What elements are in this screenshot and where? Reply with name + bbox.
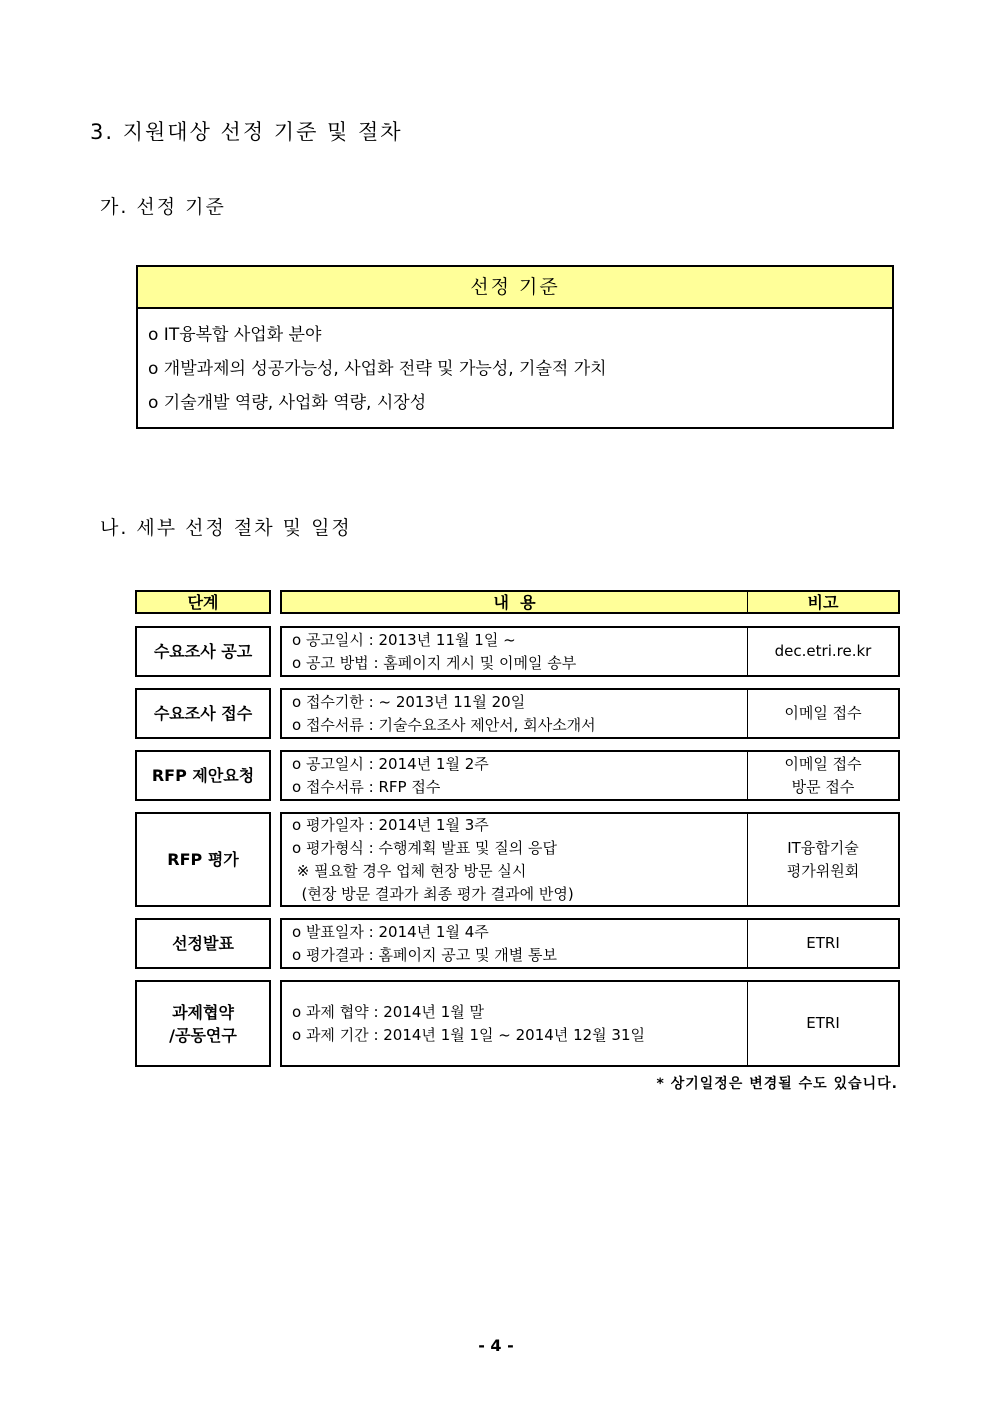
- row-note: [748, 690, 898, 737]
- content-line: o 공고 방법 : 홈페이지 게시 및 이메일 송부: [292, 653, 577, 672]
- step-label: 선정발표: [135, 918, 271, 969]
- criteria-item: o 기술개발 역량, 사업화 역량, 시장성: [148, 393, 427, 413]
- table-row: [280, 750, 900, 801]
- note-line: 이메일 접수: [784, 704, 862, 722]
- note-line: ETRI: [806, 934, 840, 952]
- header-step: 단계: [135, 590, 271, 614]
- note-line: IT융합기술: [787, 838, 859, 857]
- note-line: 이메일 접수: [784, 754, 862, 773]
- step-label: RFP 평가: [135, 812, 271, 907]
- row-content: [282, 920, 748, 967]
- row-content: [282, 982, 748, 1065]
- page-number: - 4 -: [478, 1336, 514, 1355]
- note-line: 평가위원회: [786, 861, 860, 880]
- table-row: [280, 918, 900, 969]
- criteria-list: [138, 309, 892, 420]
- criteria-item: o IT융복합 사업화 분야: [148, 325, 322, 345]
- header-content-group: [280, 590, 900, 614]
- schedule-footnote: * 상기일정은 변경될 수도 있습니다.: [656, 1076, 898, 1092]
- note-line: ETRI: [806, 1014, 840, 1032]
- procedure-subheading: 나. 세부 선정 절차 및 일정: [100, 517, 352, 539]
- content-line: o 공고일시 : 2014년 1월 2주: [292, 754, 489, 773]
- content-line: o 평가형식 : 수행계획 발표 및 질의 응답: [292, 838, 557, 857]
- note-line: 방문 접수: [791, 777, 855, 796]
- table-row: [280, 812, 900, 907]
- content-line: (현장 방문 결과가 최종 평가 결과에 반영): [292, 884, 574, 903]
- header-note: 비고: [807, 593, 839, 612]
- content-line: o 과제 기간 : 2014년 1월 1일 ~ 2014년 12월 31일: [292, 1025, 645, 1044]
- content-line: o 접수서류 : RFP 접수: [292, 777, 441, 796]
- section-title: 3. 지원대상 선정 기준 및 절차: [90, 120, 403, 144]
- step-label: 수요조사 접수: [135, 688, 271, 739]
- content-line: o 접수기한 : ~ 2013년 11월 20일: [292, 692, 526, 711]
- criteria-box-title: 선정 기준: [138, 267, 892, 309]
- row-content: [282, 690, 748, 737]
- row-note: [748, 752, 898, 799]
- criteria-box: [136, 265, 894, 429]
- row-content: [282, 814, 748, 905]
- content-line: o 공고일시 : 2013년 11월 1일 ~: [292, 630, 516, 649]
- step-label: 과제협약 /공동연구: [135, 980, 271, 1067]
- step-label: 수요조사 공고: [135, 626, 271, 677]
- row-content: [282, 752, 748, 799]
- table-row: [280, 688, 900, 739]
- content-line: ※ 필요할 경우 업체 현장 방문 실시: [292, 861, 527, 880]
- content-line: o 과제 협약 : 2014년 1월 말: [292, 1002, 484, 1021]
- row-note: [748, 920, 898, 967]
- criteria-item: o 개발과제의 성공가능성, 사업화 전략 및 가능성, 기술적 가치: [148, 359, 607, 379]
- table-row: [280, 626, 900, 677]
- row-note: [748, 814, 898, 905]
- content-line: o 평가일자 : 2014년 1월 3주: [292, 815, 489, 834]
- row-note: [748, 982, 898, 1065]
- criteria-subheading: 가. 선정 기준: [100, 196, 226, 218]
- note-line: dec.etri.re.kr: [774, 642, 872, 660]
- content-line: o 평가결과 : 홈페이지 공고 및 개별 통보: [292, 945, 557, 964]
- row-note: [748, 628, 898, 675]
- header-content: 내 용: [282, 592, 748, 612]
- table-row: [280, 980, 900, 1067]
- content-line: o 접수서류 : 기술수요조사 제안서, 회사소개서: [292, 715, 596, 734]
- row-content: [282, 628, 748, 675]
- content-line: o 발표일자 : 2014년 1월 4주: [292, 922, 489, 941]
- step-label: RFP 제안요청: [135, 750, 271, 801]
